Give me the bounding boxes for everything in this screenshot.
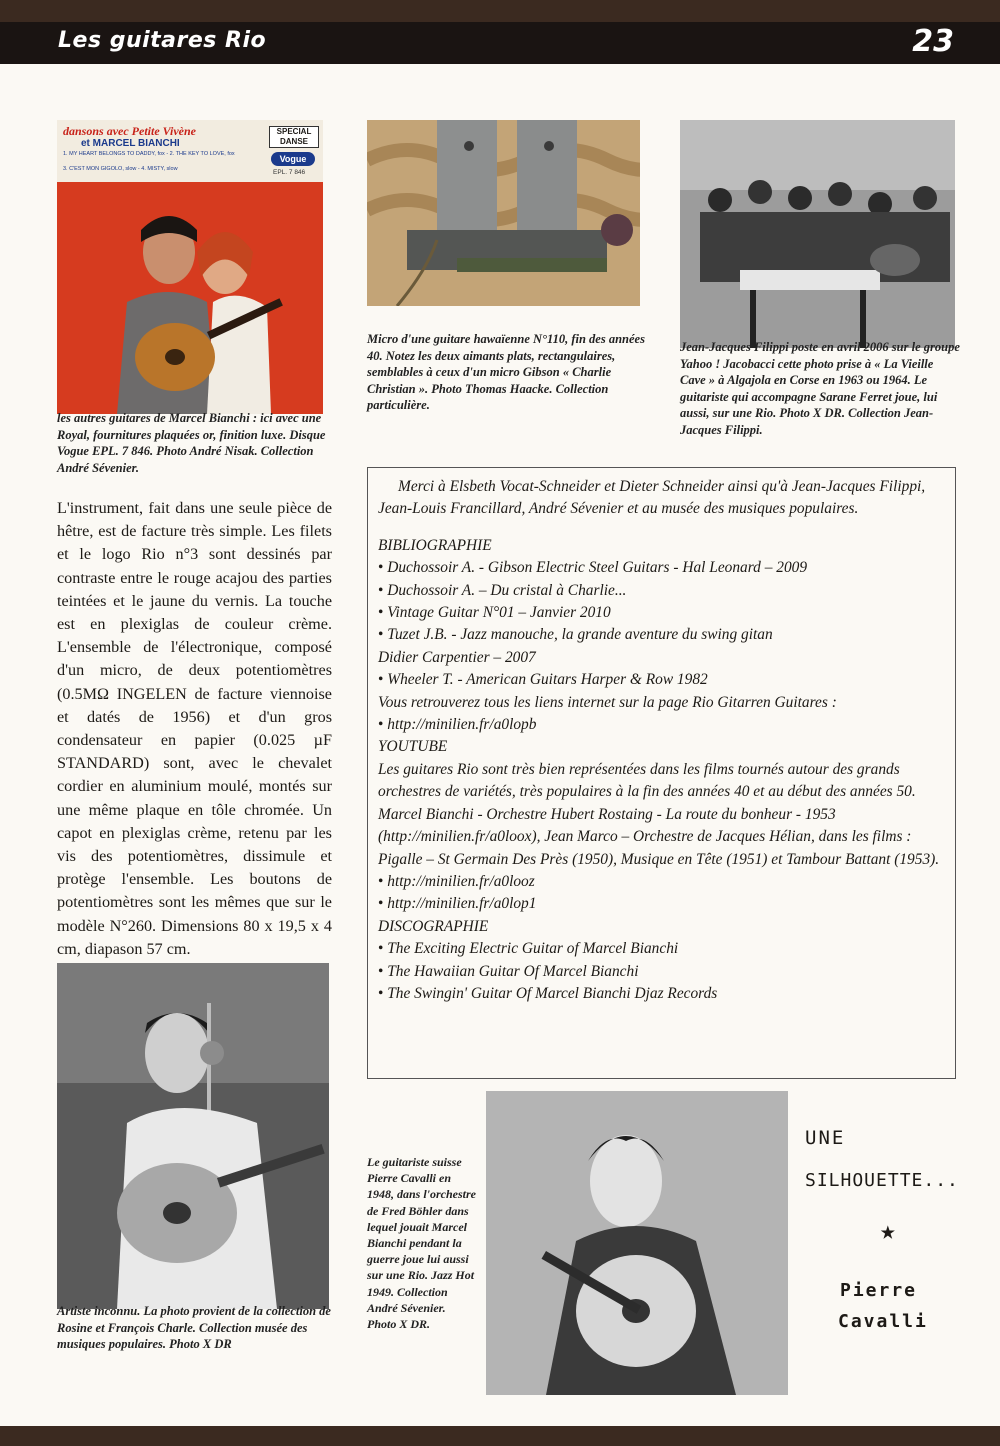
bibliography-item: • Duchossoir A. - Gibson Electric Steel Guitars - Hal Leonard – 2009 — [378, 557, 943, 579]
caption-group: Jean-Jacques Filippi poste en avril 2006 sur le groupe Yahoo ! Jacobacci cette photo prise à « La Vieille Cave » à Algajola en Corse en 1963 ou 1964. Le guitariste qui accompagne Sarane Ferret joue, lui aussi, sur une Rio. Photo X DR. Collection Jean-Jacques Filippi. — [680, 340, 960, 437]
group-photo — [680, 120, 955, 348]
silhouette-line2: SILHOUETTE... — [805, 1170, 959, 1191]
bibliography-item: • Tuzet J.B. - Jazz manouche, la grande aventure du swing gitan — [378, 624, 943, 646]
hawaiian-pickup-image — [367, 120, 640, 306]
star-ornament: ★ — [880, 1216, 896, 1246]
page-header — [0, 22, 1000, 64]
credits-box — [367, 467, 956, 1079]
pierre-cavalli-image — [486, 1091, 788, 1395]
discography-item: • The Hawaiian Guitar Of Marcel Bianchi — [378, 961, 943, 983]
guitarist-with-microphone-image — [57, 963, 329, 1309]
bibliography-list-2 — [378, 669, 943, 691]
bibliography-item: • Vintage Guitar N°01 – Janvier 2010 — [378, 602, 943, 624]
caption-guitar-sleeve: les autres guitares de Marcel Bianchi : ici avec une Royal, fournitures plaquées or, finition luxe. Disque Vogue EPL. 7 846. Photo André Nisak. Collection André Sévenier. — [57, 411, 326, 475]
cavalli-name-first: Pierre — [840, 1280, 918, 1301]
sleeve-tracks-1: 1. MY HEART BELONGS TO DADDY, fox - 2. THE KEY TO LOVE, fox — [63, 151, 235, 157]
acknowledgements: Merci à Elsbeth Vocat-Schneider et Dieter Schneider ainsi qu'à Jean-Jacques Filippi, Jean-Louis Francillard, André Sévenier et au musée des musiques populaires. — [378, 478, 926, 518]
youtube-text: Les guitares Rio sont très bien représentées dans les films tournés autour des grands orchestres de variétés, très populaires à la fin des années 40 et au début des années 50. Marcel Bianchi - Orchestre Hubert Rostaing - La route du bonheur - 1953 (http://minilien.fr/a0loox), Jean Marco – Orchestre de Jacques Hélian, dans les films : Pigalle – St Germain Des Près (1950), Musique en Tête (1951) et Tambour Battant (1953). — [378, 760, 940, 868]
silhouette-line1: UNE — [805, 1127, 846, 1149]
pickup-photo — [367, 120, 640, 306]
sleeve-title: dansons avec Petite Vivène — [63, 124, 196, 138]
discography-heading: DISCOGRAPHIE — [378, 917, 489, 935]
discography-item: • The Exciting Electric Guitar of Marcel Bianchi — [378, 938, 943, 960]
bibliography-continuation: Didier Carpentier – 2007 — [378, 648, 536, 666]
caption-pickup: Micro d'une guitare hawaïenne N°110, fin des années 40. Notez les deux aimants plats, rectangulaires, semblables à ceux d'un micro Gibson « Charlie Christian ». Photo Thomas Haacke. Collection particulière. — [367, 332, 645, 413]
record-sleeve-photo — [57, 120, 323, 414]
artist-photo — [57, 963, 329, 1309]
couple-with-guitar-image — [57, 182, 323, 414]
link-item[interactable]: • http://minilien.fr/a0looz — [378, 871, 943, 893]
cavalli-name-last: Cavalli — [838, 1311, 928, 1332]
catalog-number: EPL. 7 846 — [273, 169, 306, 176]
link-item[interactable]: • http://minilien.fr/a0lop1 — [378, 893, 943, 915]
discography-item: • The Swingin' Guitar Of Marcel Bianchi Djaz Records — [378, 983, 943, 1005]
youtube-heading: YOUTUBE — [378, 738, 448, 756]
discography-list — [378, 938, 943, 1005]
bibliography-item: • Duchossoir A. – Du cristal à Charlie... — [378, 580, 943, 602]
bibliography-list — [378, 557, 943, 647]
article-body-text: L'instrument, fait dans une seule pièce de hêtre, est de facture très simple. Les filets et le logo Rio n°3 sont dessinés par contraste entre le rouge acajou des parties teintées et le jaune du vernis. La touche est en plexiglas de couleur crème. L'ensemble de l'électronique, composé d'un micro, de deux potentiomètres (0.5MΩ INGELEN de facture viennoise et datés de 1956) et d'un gros condensateur en papier (0.025 µF STANDARD) sont, avec le chevalet cordier en aluminium moulé, montés sur une même plaque en tôle chromée. Un capot en plexiglas crème, retenu par les vis des potentiomètres, dissimule et protège l'ensemble. Les boutons de potentiomètres sont les mêmes que sur le modèle N°260. Dimensions 80 x 19,5 x 4 cm, diapason 57 cm. — [57, 499, 332, 958]
page-number: 23 — [912, 24, 954, 59]
sleeve-tracks-2: 3. C'EST MON GIGOLO, slow - 4. MISTY, slow — [63, 166, 178, 172]
youtube-links — [378, 871, 943, 916]
link-item[interactable]: • http://minilien.fr/a0lopb — [378, 714, 943, 736]
caption-artist: Artiste inconnu. La photo provient de la collection de Rosine et François Charle. Collection musée des musiques populaires. Photo X DR — [57, 1304, 331, 1352]
bibliography-item: • Wheeler T. - American Guitars Harper & Row 1982 — [378, 669, 943, 691]
bibliography-heading: BIBLIOGRAPHIE — [378, 536, 492, 554]
sleeve-subtitle: et MARCEL BIANCHI — [81, 138, 180, 149]
vogue-logo: Vogue — [271, 152, 315, 166]
section-title: Les guitares Rio — [58, 28, 267, 53]
special-danse-badge: SPECIAL DANSE — [269, 126, 319, 148]
links-intro: Vous retrouverez tous les liens internet sur la page Rio Gitarren Guitares : — [378, 693, 837, 711]
caption-cavalli: Le guitariste suisse Pierre Cavalli en 1948, dans l'orchestre de Fred Böhler dans lequel jouait Marcel Bianchi pendant la guerre joue lui aussi sur une Rio. Jazz Hot 1949. Collection André Sévenier. Photo X DR. — [367, 1155, 477, 1332]
links-list — [378, 714, 943, 736]
musicians-group-image — [680, 120, 955, 348]
cavalli-photo — [486, 1091, 788, 1395]
magazine-page — [0, 22, 1000, 1426]
